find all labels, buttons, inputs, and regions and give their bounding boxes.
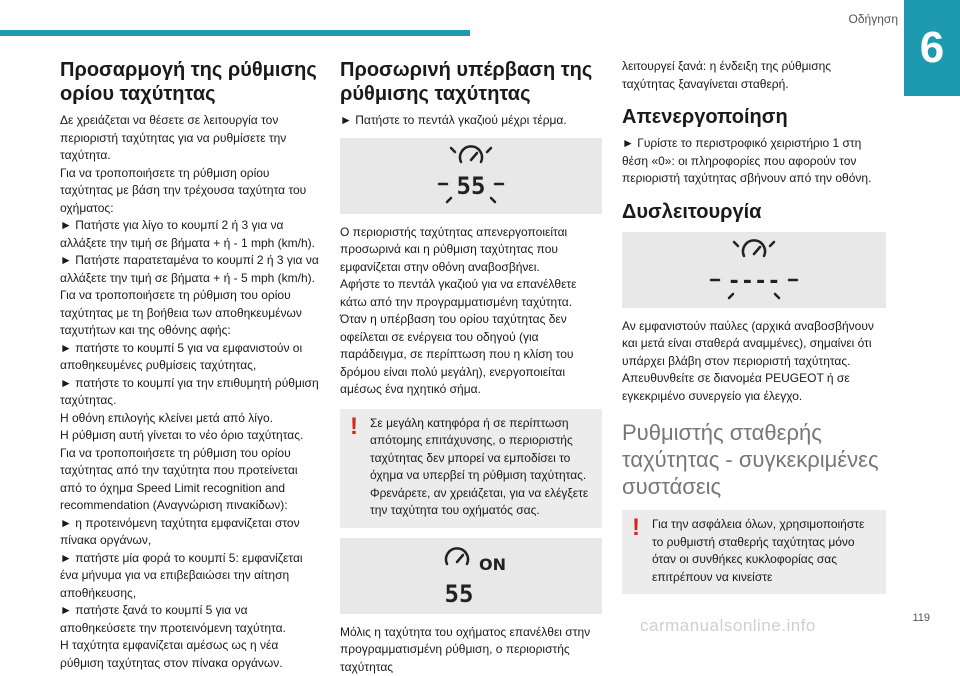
warning-note xyxy=(622,510,886,594)
page-number: 119 xyxy=(912,612,930,624)
section-title-override: Προσωρινή υπέρβαση της ρύθμισης ταχύτητας xyxy=(340,58,602,106)
active-display-illustration xyxy=(340,538,602,614)
display-dashes-text: ---- xyxy=(728,269,781,294)
paragraph: Απευθυνθείτε σε διανομέα PEUGEOT ή σε εγκεκριμένο συνεργείο για έλεγχο. xyxy=(622,370,886,405)
note-text: Σε μεγάλη κατηφόρα ή σε περίπτωση απότομης επιτάχυνσης, ο περιοριστής ταχύτητας δεν μπορεί να εμποδίσει το όχημα να υπερβεί τη ρύθμιση ταχύτητας. xyxy=(370,415,594,485)
running-title: Οδήγηση xyxy=(849,12,898,26)
step: ► πατήστε το κουμπί 5 για να εμφανιστούν οι αποθηκευμένες ρυθμίσεις ταχύτητας, xyxy=(60,340,322,375)
step: ► η προτεινόμενη ταχύτητα εμφανίζεται στον πίνακα οργάνων, xyxy=(60,515,322,550)
step: ► πατήστε ξανά το κουμπί 5 για να αποθηκεύσετε την προτεινόμενη ταχύτητα. xyxy=(60,602,322,637)
status-text: ON xyxy=(479,555,506,574)
section-title-adjust: Προσαρμογή της ρύθμισης ορίου ταχύτητας xyxy=(60,58,322,106)
flashing-display-illustration xyxy=(340,138,602,214)
section-title-deactivation: Απενεργοποίηση xyxy=(622,105,886,129)
display-speed-text: 55 xyxy=(445,580,474,608)
header-accent-bar xyxy=(0,30,470,36)
column-1 xyxy=(60,58,322,672)
paragraph: Ο περιοριστής ταχύτητας απενεργοποιείται προσωρινά και η ρύθμιση ταχύτητας που εμφανίζεται στην οθόνη αναβοσβήνει. xyxy=(340,224,602,277)
step: ► Πατήστε το πεντάλ γκαζιού μέχρι τέρμα. xyxy=(340,112,602,130)
paragraph: Η οθόνη επιλογής κλείνει μετά από λίγο. xyxy=(60,410,322,428)
paragraph: Αφήστε το πεντάλ γκαζιού για να επανέλθετε κάτω από την προγραμματισμένη ταχύτητα. xyxy=(340,276,602,311)
paragraph: Αν εμφανιστούν παύλες (αρχικά αναβοσβήνουν και μετά είναι σταθερά αναμμένες), σημαίνει ότι υπάρχει βλάβη στον περιοριστή ταχύτητας. xyxy=(622,318,886,371)
step: ► Πατήστε παρατεταμένα το κουμπί 2 ή 3 για να αλλάξετε την τιμή σε βήματα + ή - 5 mph (km/h). xyxy=(60,252,322,287)
display-speed-text: 55 xyxy=(457,172,486,200)
section-title-malfunction: Δυσλειτουργία xyxy=(622,200,886,224)
warning-note xyxy=(340,409,602,528)
section-title-recommendations: Ρυθμιστής σταθερής ταχύτητας - συγκεκριμένες συστάσεις xyxy=(622,419,886,500)
paragraph: Μόλις η ταχύτητα του οχήματος επανέλθει στην προγραμματισμένη ρύθμιση, ο περιοριστής ταχύτητας xyxy=(340,624,602,676)
paragraph: Όταν η υπέρβαση του ορίου ταχύτητας δεν οφείλεται σε ενέργεια του οδηγού (για παράδειγμα, σε περίπτωση που η κλίση του δρόμου είναι πολύ μεγάλη), ενεργοποιείται αμέσως ένα ηχητικό σήμα. xyxy=(340,311,602,399)
column-2 xyxy=(340,58,602,676)
warning-exclamation-icon: ! xyxy=(632,516,640,540)
chapter-number-tab: 6 xyxy=(904,0,960,96)
paragraph: Η ταχύτητα εμφανίζεται αμέσως ως η νέα ρύθμιση ταχύτητας στον πίνακα οργάνων. xyxy=(60,637,322,672)
step: ► Πατήστε για λίγο το κουμπί 2 ή 3 για να αλλάξετε την τιμή σε βήματα + ή - 1 mph (km/h). xyxy=(60,217,322,252)
paragraph: λειτουργεί ξανά: η ένδειξη της ρύθμισης ταχύτητας ξαναγίνεται σταθερή. xyxy=(622,58,886,93)
step: ► Γυρίστε το περιστροφικό χειριστήριο 1 στη θέση «0»: οι πληροφορίες που αφορούν τον περιοριστή ταχύτητας σβήνουν από την οθόνη. xyxy=(622,135,886,188)
paragraph: Δε χρειάζεται να θέσετε σε λειτουργία τον περιοριστή ταχύτητας για να ρυθμίσετε την ταχύτητα. xyxy=(60,112,322,165)
watermark: carmanualsonline.info xyxy=(640,616,816,636)
paragraph: Για να τροποποιήσετε τη ρύθμιση ορίου ταχύτητας με βάση την τρέχουσα ταχύτητα του οχήματος: xyxy=(60,165,322,218)
paragraph: Για να τροποποιήσετε τη ρύθμιση του ορίου ταχύτητας από την ταχύτητα που προτείνεται από το όχημα Speed Limit recognition and recommendation (Αναγνώριση πινακίδων): xyxy=(60,445,322,515)
note-text: Φρενάρετε, αν χρειάζεται, για να ελέγξετε την ταχύτητα του οχήματός σας. xyxy=(370,485,594,520)
col1-body xyxy=(60,112,322,672)
note-text: Για την ασφάλεια όλων, χρησιμοποιήστε το ρυθμιστή σταθερής ταχύτητας μόνο όταν οι συνθήκες κυκλοφορίας σας επιτρέπουν να κινείστε xyxy=(652,516,878,586)
speed-limiter-on-icon xyxy=(411,538,531,614)
paragraph: Για να τροποποιήσετε τη ρύθμιση του ορίου ταχύτητας με τη βοήθεια των αποθηκευμένων ταχυτήτων και της οθόνης αφής: xyxy=(60,287,322,340)
malfunction-display-illustration xyxy=(622,232,886,308)
warning-exclamation-icon: ! xyxy=(350,415,358,439)
step: ► πατήστε το κουμπί για την επιθυμητή ρύθμιση ταχύτητας. xyxy=(60,375,322,410)
paragraph: Η ρύθμιση αυτή γίνεται το νέο όριο ταχύτητας. xyxy=(60,427,322,445)
column-3 xyxy=(622,58,886,604)
step: ► πατήστε μία φορά το κουμπί 5: εμφανίζεται ένα μήνυμα για να επιβεβαιώσει την αίτηση αποθήκευσης, xyxy=(60,550,322,603)
speed-limiter-flashing-icon xyxy=(411,138,531,214)
speed-limiter-dashes-icon xyxy=(689,232,819,308)
